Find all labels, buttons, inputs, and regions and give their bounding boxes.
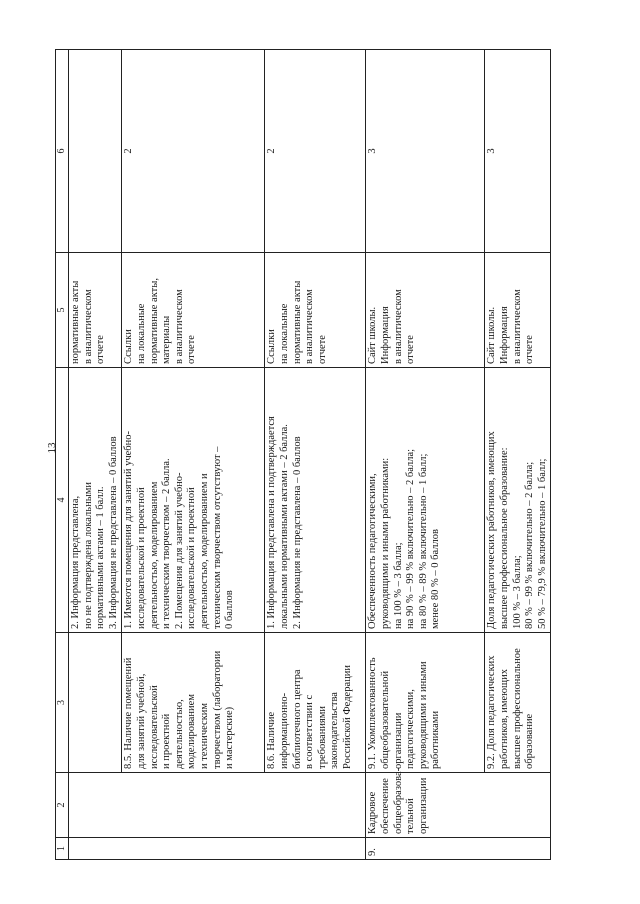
row-number-cell — [69, 838, 122, 860]
table-row — [122, 50, 265, 860]
score-cell: 2 — [122, 50, 265, 253]
criteria-cell: 2. Информация представлена, но не подтверждена локальными нормативными актами – 1 балл. 3. Информация не представлена – 0 баллов — [69, 368, 122, 633]
table-row — [485, 50, 551, 860]
indicator-cell: 8.6. Наличие информационно- библиотечного центра в соответствии с требованиями законодательства Российской Федерации — [265, 633, 366, 773]
score-cell: 3 — [485, 50, 551, 253]
source-cell: Ссылки на локальные нормативные акты, материалы в аналитическом отчете — [122, 253, 265, 368]
criteria-cell: Обеспеченность педагогическими, руководящими и иными работниками: на 100 % – 3 балла; на 90 % – 99 % включительно – 2 балла; на 80 % – 89 % включительно – 1 балл; менее 80 % – 0 баллов — [366, 368, 485, 633]
score-cell — [69, 50, 122, 253]
criteria-cell: 1. Имеются помещения для занятий учебно- исследовательской и проектной деятельностью, моделированием и техническим творчеством – 2 балла. 2. Помещения для занятий учебно- исследовательской и проектной деятельностью, моделированием и техническим творчеством отсутствуют – 0 баллов — [122, 368, 265, 633]
criteria-table — [55, 49, 551, 860]
rotated-table-container — [55, 50, 585, 860]
page-number: 13 — [46, 442, 58, 454]
header-col-5: 5 — [56, 253, 69, 368]
indicator-cell: 9.2. Доля педагогических работников, имеющих высшее профессиональное образование — [485, 633, 551, 773]
row-number-cell — [122, 838, 265, 860]
header-col-4: 4 — [56, 368, 69, 633]
table-row — [366, 50, 485, 860]
source-cell: нормативные акты в аналитическом отчете — [69, 253, 122, 368]
source-cell: Ссылки на локальные нормативные акты в аналитическом отчете — [265, 253, 366, 368]
header-row — [56, 50, 69, 860]
area-cell — [69, 773, 122, 838]
criteria-cell: 1. Информация представлена и подтверждается локальными нормативными актами – 2 балла. 2. Информация не представлена – 0 баллов — [265, 368, 366, 633]
header-col-1: 1 — [56, 838, 69, 860]
header-col-2: 2 — [56, 773, 69, 838]
score-cell: 2 — [265, 50, 366, 253]
header-col-3: 3 — [56, 633, 69, 773]
row-number-cell — [265, 838, 366, 860]
area-cell — [265, 773, 366, 838]
area-cell: Кадровое обеспечение общеобразова- тельной организации — [366, 773, 551, 838]
table-row — [265, 50, 366, 860]
score-cell: 3 — [366, 50, 485, 253]
criteria-cell: Доля педагогических работников, имеющих высшее профессиональное образование: 100 % – 3 балла; 80 % – 99 % включительно – 2 балла; 50 % – 79,9 % включительно – 1 балл; — [485, 368, 551, 633]
source-cell: Сайт школы. Информация в аналитическом отчете — [485, 253, 551, 368]
indicator-cell: 8.5. Наличие помещений для занятий учебной, исследовательской и проектной деятельностью, моделированием и техническим творчеством (лаборатории и мастерские) — [122, 633, 265, 773]
header-col-6: 6 — [56, 50, 69, 253]
source-cell: Сайт школы. Информация в аналитическом отчете — [366, 253, 485, 368]
indicator-cell: 9.1. Укомплектованность общеобразовательной организации педагогическими, руководящими и иными работниками — [366, 633, 485, 773]
table-row — [69, 50, 122, 860]
row-number-cell: 9. — [366, 838, 551, 860]
indicator-cell — [69, 633, 122, 773]
area-cell — [122, 773, 265, 838]
